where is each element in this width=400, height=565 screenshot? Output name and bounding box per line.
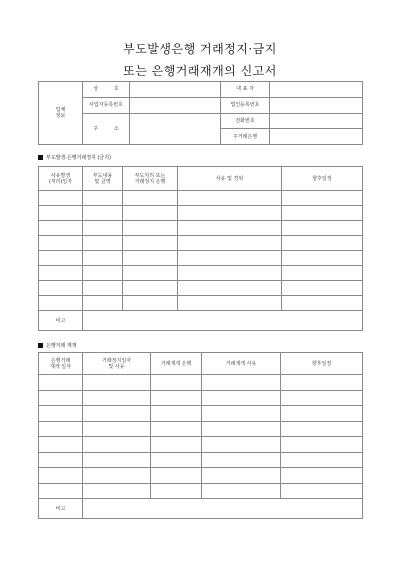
blank-cell[interactable] bbox=[151, 406, 202, 422]
blank-row bbox=[39, 221, 363, 236]
s2-header-resume-date: 은행거래 재개 일자 bbox=[39, 353, 83, 375]
blank-cell[interactable] bbox=[83, 406, 151, 422]
blank-cell[interactable] bbox=[83, 221, 123, 236]
blank-cell[interactable] bbox=[281, 406, 363, 422]
address-label: 주 소 bbox=[83, 113, 130, 145]
black-square-icon bbox=[38, 343, 43, 348]
blank-cell[interactable] bbox=[39, 236, 83, 251]
blank-cell[interactable] bbox=[123, 236, 178, 251]
s2-remark-field[interactable] bbox=[83, 499, 363, 519]
section1-heading bbox=[38, 154, 111, 161]
document-title-line2: 또는 은행거래재개의 신고서 bbox=[123, 64, 277, 78]
blank-cell[interactable] bbox=[39, 421, 83, 437]
blank-cell[interactable] bbox=[178, 191, 282, 206]
blank-cell[interactable] bbox=[123, 191, 178, 206]
representative-label: 대 표 자 bbox=[221, 82, 270, 98]
blank-cell[interactable] bbox=[178, 206, 282, 221]
s2-remark-label: 비고 bbox=[39, 499, 83, 519]
blank-row bbox=[39, 406, 363, 422]
s1-remark-label: 비고 bbox=[39, 311, 83, 331]
blank-cell[interactable] bbox=[281, 437, 363, 453]
blank-row bbox=[39, 421, 363, 437]
blank-cell[interactable] bbox=[282, 221, 363, 236]
blank-cell[interactable] bbox=[151, 375, 202, 391]
blank-row bbox=[39, 236, 363, 251]
address-field[interactable] bbox=[130, 113, 221, 145]
blank-cell[interactable] bbox=[123, 206, 178, 221]
document-title-line1: 부도발생은행 거래정지·금지 bbox=[123, 42, 277, 56]
blank-cell[interactable] bbox=[83, 236, 123, 251]
blank-cell[interactable] bbox=[83, 266, 123, 281]
blank-cell[interactable] bbox=[202, 390, 281, 406]
section2-heading bbox=[38, 342, 77, 349]
blank-cell[interactable] bbox=[178, 221, 282, 236]
blank-cell[interactable] bbox=[282, 236, 363, 251]
blank-cell[interactable] bbox=[123, 296, 178, 311]
section2-heading-text: 은행거래 재개 bbox=[46, 343, 77, 349]
section1-table bbox=[38, 166, 363, 331]
blank-cell[interactable] bbox=[123, 221, 178, 236]
blank-cell[interactable] bbox=[178, 281, 282, 296]
blank-cell[interactable] bbox=[202, 437, 281, 453]
blank-cell[interactable] bbox=[39, 406, 83, 422]
phone-label: 전화번호 bbox=[221, 113, 270, 129]
blank-cell[interactable] bbox=[83, 437, 151, 453]
s1-header-date: 사유발생 (처리)일자 bbox=[39, 167, 83, 191]
blank-cell[interactable] bbox=[178, 251, 282, 266]
blank-cell[interactable] bbox=[39, 468, 83, 484]
section1-heading-text: 부도발생·은행거래정지 (금지) bbox=[46, 155, 112, 161]
blank-cell[interactable] bbox=[123, 266, 178, 281]
section1-rows bbox=[39, 191, 363, 311]
blank-cell[interactable] bbox=[151, 437, 202, 453]
blank-cell[interactable] bbox=[202, 375, 281, 391]
blank-row bbox=[39, 206, 363, 221]
blank-cell[interactable] bbox=[83, 483, 151, 499]
s1-header-bank: 부도처리 또는 거래정지 은행 bbox=[123, 167, 178, 191]
blank-cell[interactable] bbox=[178, 236, 282, 251]
representative-field[interactable] bbox=[270, 82, 363, 98]
blank-cell[interactable] bbox=[281, 390, 363, 406]
blank-cell[interactable] bbox=[151, 390, 202, 406]
blank-row bbox=[39, 483, 363, 499]
trade-name-label: 상 호 bbox=[83, 82, 130, 98]
blank-cell[interactable] bbox=[282, 296, 363, 311]
business-reg-no-field[interactable] bbox=[130, 97, 221, 113]
s2-header-suspend-date: 거래정지일자 및 사유 bbox=[83, 353, 151, 375]
blank-cell[interactable] bbox=[83, 281, 123, 296]
section2-rows bbox=[39, 375, 363, 499]
blank-cell[interactable] bbox=[202, 452, 281, 468]
blank-cell[interactable] bbox=[39, 206, 83, 221]
blank-cell[interactable] bbox=[281, 483, 363, 499]
blank-cell[interactable] bbox=[39, 437, 83, 453]
blank-cell[interactable] bbox=[282, 191, 363, 206]
blank-cell[interactable] bbox=[83, 296, 123, 311]
company-info-table bbox=[38, 81, 363, 145]
blank-row bbox=[39, 296, 363, 311]
corp-reg-no-label: 법인등록번호 bbox=[221, 97, 270, 113]
blank-cell[interactable] bbox=[39, 452, 83, 468]
blank-cell[interactable] bbox=[83, 421, 151, 437]
blank-row bbox=[39, 251, 363, 266]
blank-row bbox=[39, 375, 363, 391]
blank-cell[interactable] bbox=[83, 191, 123, 206]
main-bank-label: 주거래은행 bbox=[221, 129, 270, 145]
blank-cell[interactable] bbox=[151, 483, 202, 499]
blank-cell[interactable] bbox=[282, 251, 363, 266]
blank-row bbox=[39, 437, 363, 453]
section2-table bbox=[38, 352, 363, 519]
blank-cell[interactable] bbox=[39, 483, 83, 499]
blank-cell[interactable] bbox=[83, 452, 151, 468]
blank-row bbox=[39, 281, 363, 296]
main-bank-field[interactable] bbox=[270, 129, 363, 145]
blank-cell[interactable] bbox=[282, 206, 363, 221]
company-info-group-label: 업체 정보 bbox=[39, 82, 83, 145]
blank-cell[interactable] bbox=[282, 281, 363, 296]
blank-row bbox=[39, 266, 363, 281]
business-reg-no-label: 사업자등록번호 bbox=[83, 97, 130, 113]
blank-cell[interactable] bbox=[281, 375, 363, 391]
s1-header-schedule: 향후일정 bbox=[282, 167, 363, 191]
blank-cell[interactable] bbox=[151, 468, 202, 484]
s2-header-reason: 거래재개 사유 bbox=[202, 353, 281, 375]
blank-cell[interactable] bbox=[83, 206, 123, 221]
blank-cell[interactable] bbox=[281, 421, 363, 437]
trade-name-field[interactable] bbox=[130, 82, 221, 98]
blank-cell[interactable] bbox=[39, 390, 83, 406]
s1-remark-field[interactable] bbox=[83, 311, 363, 331]
s2-header-bank: 거래재개 은행 bbox=[151, 353, 202, 375]
blank-cell[interactable] bbox=[151, 452, 202, 468]
blank-row bbox=[39, 191, 363, 206]
blank-cell[interactable] bbox=[39, 296, 83, 311]
blank-cell[interactable] bbox=[39, 251, 83, 266]
blank-cell[interactable] bbox=[282, 266, 363, 281]
blank-cell[interactable] bbox=[202, 468, 281, 484]
blank-cell[interactable] bbox=[39, 266, 83, 281]
blank-cell[interactable] bbox=[83, 390, 151, 406]
s1-header-reason: 사유 및 경위 bbox=[178, 167, 282, 191]
blank-row bbox=[39, 390, 363, 406]
black-square-icon bbox=[38, 155, 43, 160]
blank-cell[interactable] bbox=[39, 281, 83, 296]
blank-cell[interactable] bbox=[39, 375, 83, 391]
blank-cell[interactable] bbox=[202, 483, 281, 499]
blank-cell[interactable] bbox=[202, 421, 281, 437]
s1-header-amount: 부도내용 및 금액 bbox=[83, 167, 123, 191]
blank-cell[interactable] bbox=[39, 191, 83, 206]
blank-cell[interactable] bbox=[83, 375, 151, 391]
s2-header-schedule: 향후일정 bbox=[281, 353, 363, 375]
blank-cell[interactable] bbox=[83, 468, 151, 484]
blank-cell[interactable] bbox=[178, 266, 282, 281]
blank-cell[interactable] bbox=[178, 296, 282, 311]
blank-cell[interactable] bbox=[123, 281, 178, 296]
blank-cell[interactable] bbox=[83, 251, 123, 266]
blank-cell[interactable] bbox=[151, 421, 202, 437]
phone-field[interactable] bbox=[270, 113, 363, 129]
blank-row bbox=[39, 468, 363, 484]
blank-cell[interactable] bbox=[281, 452, 363, 468]
blank-cell[interactable] bbox=[281, 468, 363, 484]
blank-cell[interactable] bbox=[123, 251, 178, 266]
blank-cell[interactable] bbox=[39, 221, 83, 236]
blank-row bbox=[39, 452, 363, 468]
corp-reg-no-field[interactable] bbox=[270, 97, 363, 113]
blank-cell[interactable] bbox=[202, 406, 281, 422]
